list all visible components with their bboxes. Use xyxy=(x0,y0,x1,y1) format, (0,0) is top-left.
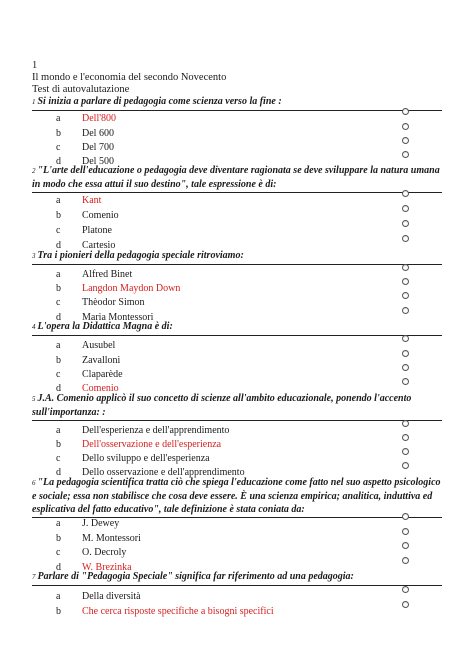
question-number: 3 xyxy=(32,252,36,260)
option-letter: a xyxy=(56,518,61,529)
radio-button[interactable] xyxy=(402,137,409,144)
answer-option[interactable] xyxy=(32,224,412,238)
option-text: Cartesio xyxy=(82,240,116,251)
radio-button[interactable] xyxy=(402,220,409,227)
question-number: 6 xyxy=(32,479,36,487)
page-number: 1 xyxy=(32,60,38,71)
radio-button[interactable] xyxy=(402,528,409,535)
answer-option[interactable] xyxy=(32,517,412,531)
question-1 xyxy=(32,95,442,109)
option-text: Dello osservazione e dell'apprendimento xyxy=(82,467,245,478)
radio-button[interactable] xyxy=(402,434,409,441)
option-letter: a xyxy=(56,113,61,124)
option-text: Del 700 xyxy=(82,142,114,153)
question-text: Si inizia a parlare di pedagogia come scienza verso la fine : xyxy=(37,96,282,107)
question-divider xyxy=(32,335,442,336)
answer-option[interactable] xyxy=(32,296,412,310)
answer-option[interactable] xyxy=(32,438,412,452)
option-text: M. Montessori xyxy=(82,533,141,544)
document-title: Il mondo e l'economia del secondo Novecento xyxy=(32,72,227,83)
option-letter: a xyxy=(56,591,61,602)
option-text: Del 500 xyxy=(82,156,114,167)
option-letter: b xyxy=(56,210,61,221)
option-letter: a xyxy=(56,425,61,436)
radio-button[interactable] xyxy=(402,264,409,271)
radio-button[interactable] xyxy=(402,235,409,242)
option-text: Dell'800 xyxy=(82,113,117,124)
radio-button[interactable] xyxy=(402,513,409,520)
answer-option[interactable] xyxy=(32,546,412,560)
radio-button[interactable] xyxy=(402,586,409,593)
option-text: Che cerca risposte specifiche a bisogni specifici xyxy=(82,606,274,617)
option-letter: b xyxy=(56,283,61,294)
radio-button[interactable] xyxy=(402,364,409,371)
radio-button[interactable] xyxy=(402,448,409,455)
option-letter: c xyxy=(56,225,61,236)
radio-button[interactable] xyxy=(402,108,409,115)
option-letter: d xyxy=(56,156,61,167)
option-text: Zavalloni xyxy=(82,355,121,366)
question-text: Tra i pionieri della pedagogia speciale ritroviamo: xyxy=(37,250,244,261)
question-4 xyxy=(32,320,442,334)
radio-button[interactable] xyxy=(402,557,409,564)
option-text: W. Brezinka xyxy=(82,562,132,573)
radio-button[interactable] xyxy=(402,378,409,385)
question-text: Parlare di "Pedagogia Speciale" significa far riferimento ad una pedagogia: xyxy=(37,571,354,582)
option-letter: b xyxy=(56,439,61,450)
radio-button[interactable] xyxy=(402,601,409,608)
answer-option[interactable] xyxy=(32,354,412,368)
option-letter: d xyxy=(56,467,61,478)
option-text: Dello sviluppo e dell'esperienza xyxy=(82,453,210,464)
answer-option[interactable] xyxy=(32,339,412,353)
question-divider xyxy=(32,110,442,111)
option-letter: b xyxy=(56,533,61,544)
radio-button[interactable] xyxy=(402,151,409,158)
option-letter: b xyxy=(56,128,61,139)
option-text: Dell'esperienza e dell'apprendimento xyxy=(82,425,230,436)
answer-option[interactable] xyxy=(32,605,412,619)
option-text: Del 600 xyxy=(82,128,114,139)
option-text: Dell'osservazione e dell'esperienza xyxy=(82,439,222,450)
option-text: Platone xyxy=(82,225,112,236)
question-divider xyxy=(32,192,442,193)
option-letter: d xyxy=(56,562,61,573)
question-number: 2 xyxy=(32,167,36,175)
answer-option[interactable] xyxy=(32,141,412,155)
question-text: L'opera la Didattica Magna è di: xyxy=(37,321,173,332)
option-text: Della diversità xyxy=(82,591,141,602)
option-letter: a xyxy=(56,269,61,280)
option-letter: a xyxy=(56,195,61,206)
answer-option[interactable] xyxy=(32,532,412,546)
radio-button[interactable] xyxy=(402,190,409,197)
question-5 xyxy=(32,392,442,419)
question-3 xyxy=(32,249,442,263)
answer-option[interactable] xyxy=(32,282,412,296)
option-letter: b xyxy=(56,355,61,366)
answer-option[interactable] xyxy=(32,424,412,438)
question-text: J.A. Comenio applicò il suo concetto di scienze all'ambito educazionale, ponendo l'accento sull'importanza: : xyxy=(32,393,412,418)
radio-button[interactable] xyxy=(402,278,409,285)
question-number: 5 xyxy=(32,395,36,403)
question-divider xyxy=(32,264,442,265)
question-6 xyxy=(32,476,442,516)
question-number: 7 xyxy=(32,573,36,581)
question-text: "L'arte dell'educazione o pedagogia deve diventare ragionata se deve sviluppare la natura umana in modo che essa attui il suo destino", tale espressione è di: xyxy=(32,165,440,190)
option-letter: c xyxy=(56,453,61,464)
option-letter: a xyxy=(56,340,61,351)
radio-button[interactable] xyxy=(402,335,409,342)
answer-option[interactable] xyxy=(32,368,412,382)
answer-option[interactable] xyxy=(32,209,412,223)
option-text: Langdon Maydon Down xyxy=(82,283,181,294)
option-letter: c xyxy=(56,369,61,380)
document-subtitle: Test di autovalutazione xyxy=(32,84,130,95)
question-7 xyxy=(32,570,442,584)
option-text: Kant xyxy=(82,195,102,206)
option-text: Comenio xyxy=(82,383,119,394)
question-number: 4 xyxy=(32,323,36,331)
answer-option[interactable] xyxy=(32,452,412,466)
answer-option[interactable] xyxy=(32,194,412,208)
question-2 xyxy=(32,164,442,191)
option-text: Thèodor Simon xyxy=(82,297,145,308)
option-letter: d xyxy=(56,312,61,323)
option-letter: c xyxy=(56,547,61,558)
option-letter: d xyxy=(56,240,61,251)
radio-button[interactable] xyxy=(402,123,409,130)
radio-button[interactable] xyxy=(402,420,409,427)
question-divider xyxy=(32,420,442,421)
radio-button[interactable] xyxy=(402,205,409,212)
option-text: Claparède xyxy=(82,369,123,380)
option-text: Ausubel xyxy=(82,340,116,351)
radio-button[interactable] xyxy=(402,462,409,469)
radio-button[interactable] xyxy=(402,542,409,549)
radio-button[interactable] xyxy=(402,292,409,299)
option-text: Alfred Binet xyxy=(82,269,133,280)
option-letter: c xyxy=(56,297,61,308)
radio-button[interactable] xyxy=(402,350,409,357)
option-text: O. Decroly xyxy=(82,547,127,558)
option-text: Comenio xyxy=(82,210,119,221)
option-text: J. Dewey xyxy=(82,518,120,529)
option-letter: b xyxy=(56,606,61,617)
option-text: Maria Montessori xyxy=(82,312,154,323)
answer-option[interactable] xyxy=(32,590,412,604)
radio-button[interactable] xyxy=(402,307,409,314)
option-letter: d xyxy=(56,383,61,394)
option-letter: c xyxy=(56,142,61,153)
question-text: "La pedagogia scientifica tratta ciò che spiega l'educazione come fatto nel suo aspetto psicologico e sociale; essa non stabilisce che cosa deve essere. È una scienza empirica; analitica, induttiva ed esplicativa del fatto educativo", tale definizione è stata coniata da: xyxy=(32,477,441,515)
question-number: 1 xyxy=(32,98,36,106)
question-divider xyxy=(32,585,442,586)
answer-option[interactable] xyxy=(32,112,412,126)
answer-option[interactable] xyxy=(32,127,412,141)
answer-option[interactable] xyxy=(32,268,412,282)
